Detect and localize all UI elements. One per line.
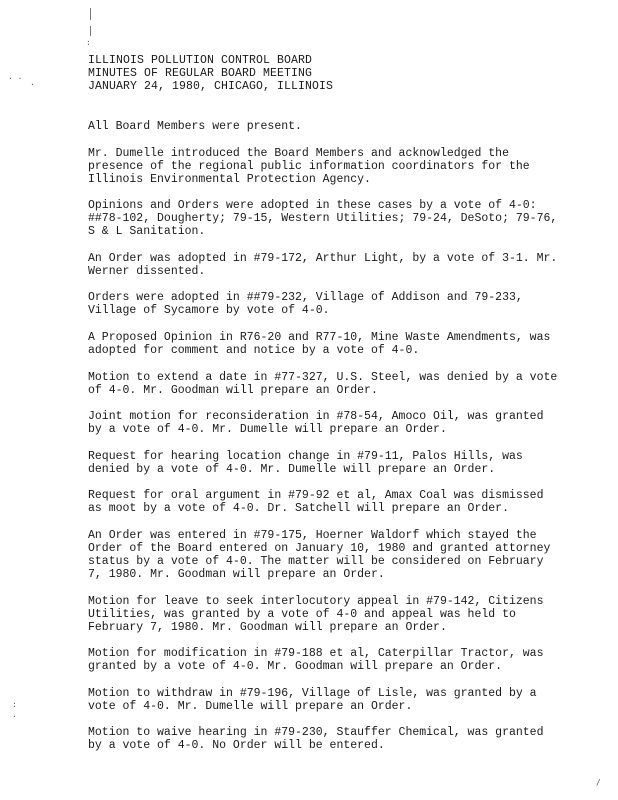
scan-speck: ·	[30, 80, 35, 89]
scan-margin-mark	[90, 26, 91, 36]
scan-speck: /	[596, 778, 601, 787]
paragraph-village-of-lisle: Motion to withdraw in #79-196, Village of Lisle, was granted by a vote of 4-0. Mr. Dumelle will prepare an Order.	[88, 686, 537, 713]
scan-margin-mark	[90, 8, 91, 20]
paragraph-palos-hills: Request for hearing location change in #79-11, Palos Hills, was denied by a vote of 4-0. Mr. Dumelle will prepare an Order.	[88, 449, 523, 476]
scan-speck: ·	[12, 712, 17, 721]
paragraph-proposed-opinion: A Proposed Opinion in R76-20 and R77-10, Mine Waste Amendments, was adopted for comment and notice by a vote of 4-0.	[88, 330, 551, 357]
paragraph-introduction: Mr. Dumelle introduced the Board Members and acknowledged the presence of the regional public information coordinators for the Illinois Environmental Protection Agency.	[88, 146, 530, 186]
paragraph-caterpillar-tractor: Motion for modification in #79-188 et al, Caterpillar Tractor, was granted by a vote of 4-0. Mr. Goodman will prepare an Order.	[88, 647, 544, 674]
scan-speck: :	[12, 700, 17, 709]
paragraph-orders-addison-sycamore: Orders were adopted in ##79-232, Village of Addison and 79-233, Village of Sycamore by vote of 4-0.	[88, 291, 523, 318]
paragraph-citizens-utilities: Motion for leave to seek interlocutory appeal in #79-142, Citizens Utilities, was granted by a vote of 4-0 and appeal was held to February 7, 1980. Mr. Goodman will prepare an Order.	[88, 594, 544, 634]
paragraph-opinions-adopted: Opinions and Orders were adopted in these cases by a vote of 4-0: ##78-102, Dougherty; 79-15, Western Utilities; 79-24, DeSoto; 79-76, S & L Sanitation.	[88, 199, 558, 239]
paragraph-order-arthur-light: An Order was adopted in #79-172, Arthur Light, by a vote of 3-1. Mr. Werner dissented.	[88, 251, 558, 278]
paragraph-amoco-oil: Joint motion for reconsideration in #78-54, Amoco Oil, was granted by a vote of 4-0. Mr. Dumelle will prepare an Order.	[88, 410, 544, 437]
document-header	[88, 54, 588, 93]
paragraph-attendance: All Board Members were present.	[88, 120, 302, 133]
paragraph-stauffer-chemical: Motion to waive hearing in #79-230, Stauffer Chemical, was granted by a vote of 4-0. No Order will be entered.	[88, 726, 544, 753]
paragraph-amax-coal: Request for oral argument in #79-92 et al, Amax Coal was dismissed as moot by a vote of 4-0. Dr. Satchell will prepare an Order.	[88, 489, 544, 516]
scan-speck: · ·	[8, 74, 23, 83]
scan-speck: :	[86, 38, 91, 47]
paragraph-hoerner-waldorf: An Order was entered in #79-175, Hoerner Waldorf which stayed the Order of the Board entered on January 10, 1980 and granted attorney status by a vote of 4-0. The matter will be considered on February 7, 1980. Mr. Goodman will prepare an Order.	[88, 528, 551, 581]
header-title: MINUTES OF REGULAR BOARD MEETING	[88, 67, 313, 80]
header-date-location: JANUARY 24, 1980, CHICAGO, ILLINOIS	[88, 80, 334, 93]
minutes-body	[88, 120, 558, 766]
paragraph-us-steel: Motion to extend a date in #77-327, U.S. Steel, was denied by a vote of 4-0. Mr. Goodman will prepare an Order.	[88, 370, 558, 397]
header-organization: ILLINOIS POLLUTION CONTROL BOARD	[88, 54, 313, 67]
